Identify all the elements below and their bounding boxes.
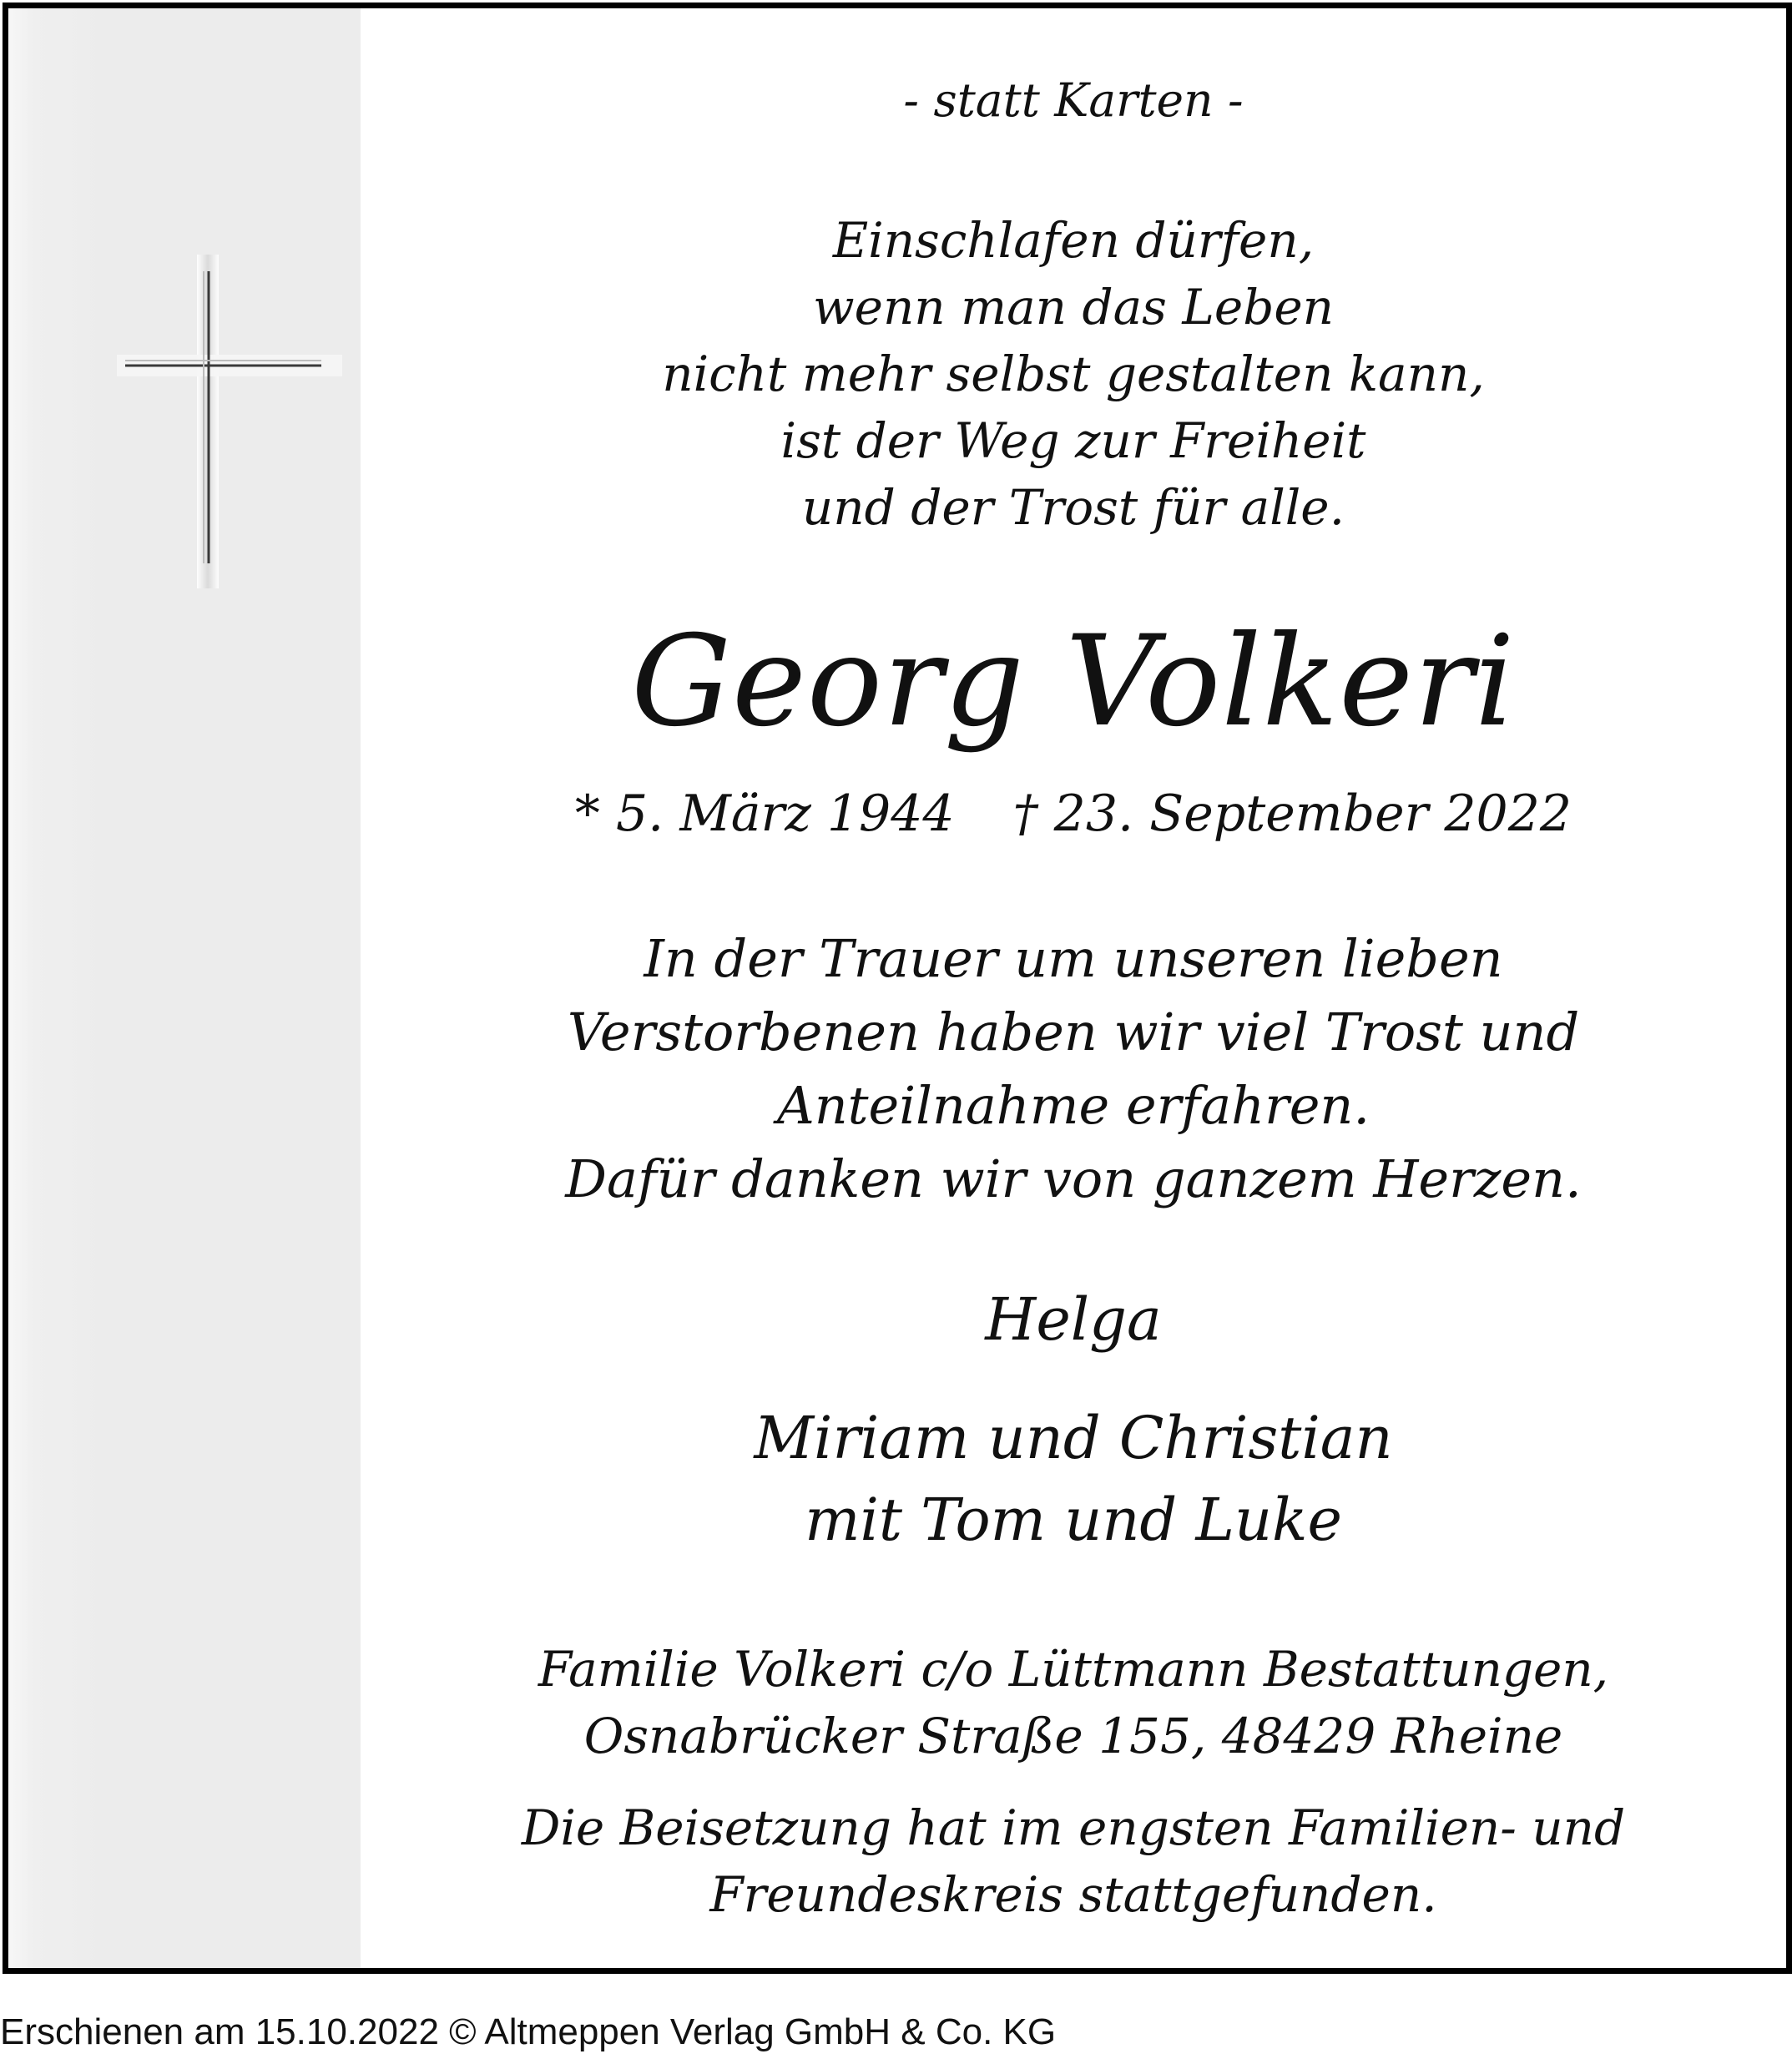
birth-date: * 5. März 1944	[574, 785, 955, 843]
address-line-1: Familie Volkeri c/o Lüttmann Bestattungen,	[538, 1641, 1609, 1698]
death-date: † 23. September 2022	[1012, 785, 1572, 843]
verse-line-1: Einschlafen dürfen,	[832, 212, 1315, 269]
family-line-1: Miriam und Christian	[754, 1404, 1393, 1472]
verse-line-4: ist der Weg zur Freiheit	[780, 412, 1366, 469]
obituary-notice	[3, 3, 1792, 1974]
thanks-line-1: In der Trauer um unseren lieben	[644, 928, 1503, 989]
thanks-line-2: Verstorbenen haben wir viel Trost und	[567, 1002, 1580, 1062]
burial-line-1: Die Beisetzung hat im engsten Familien- und	[521, 1799, 1626, 1856]
publication-footer: Erschienen am 15.10.2022 © Altmeppen Verlag GmbH & Co. KG	[0, 2011, 1057, 2052]
cross-icon	[117, 255, 351, 605]
deceased-name: Georg Volkeri	[631, 609, 1516, 754]
verse-line-2: wenn man das Leben	[812, 279, 1335, 336]
family-line-2: mit Tom und Luke	[805, 1486, 1342, 1554]
thanks-line-4: Dafür danken wir von ganzem Herzen.	[565, 1148, 1582, 1209]
thanks-line-3: Anteilnahme erfahren.	[776, 1075, 1371, 1136]
side-band	[8, 8, 361, 1968]
address-line-2: Osnabrücker Straße 155, 48429 Rheine	[583, 1708, 1563, 1764]
verse-line-3: nicht mehr selbst gestalten kann,	[662, 346, 1485, 402]
burial-line-2: Freundeskreis stattgefunden.	[709, 1866, 1437, 1923]
verse-line-5: und der Trost für alle.	[801, 479, 1345, 536]
header-text: - statt Karten -	[903, 73, 1244, 127]
family-spouse: Helga	[985, 1285, 1162, 1354]
notice-content	[361, 8, 1786, 1968]
life-dates	[361, 785, 1786, 843]
